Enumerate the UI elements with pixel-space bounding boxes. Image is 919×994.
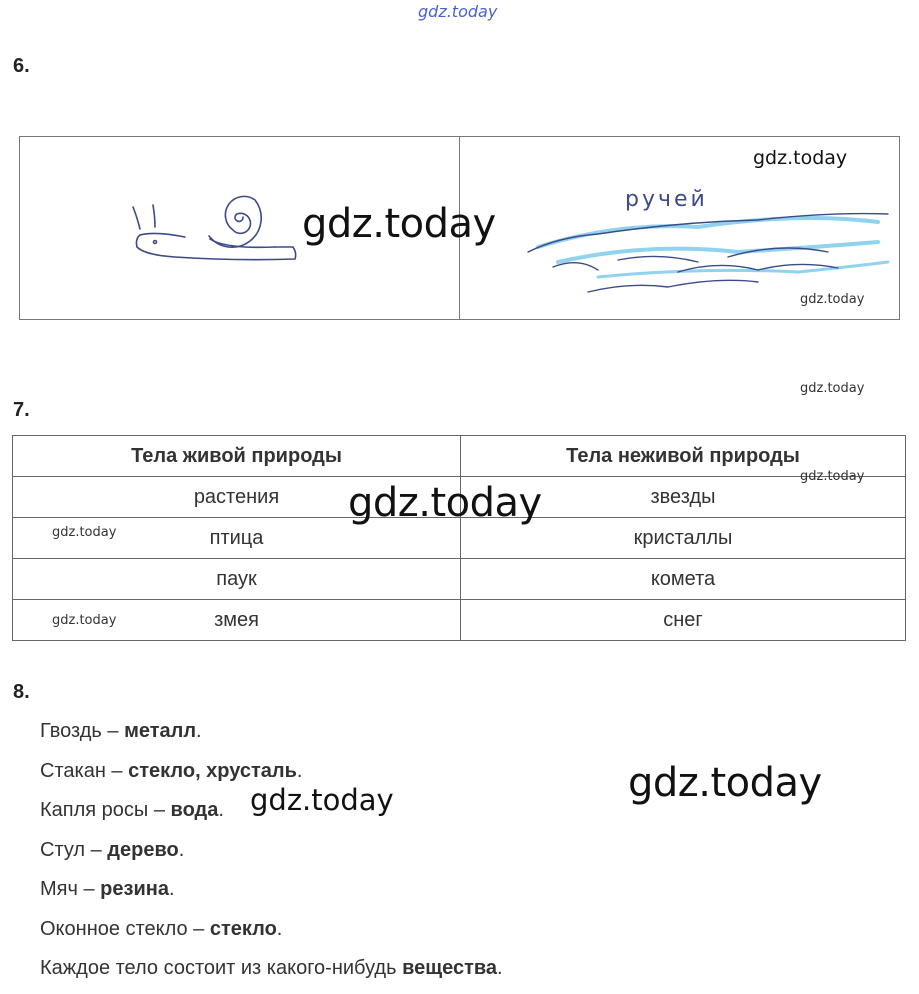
watermark-large-2: gdz.today <box>348 480 542 526</box>
line-answer: вода <box>170 799 219 821</box>
line-end: . <box>276 917 283 940</box>
line-end: . <box>497 957 503 979</box>
watermark-medium: gdz.today <box>250 783 394 817</box>
watermark-small-4: gdz.today <box>52 613 117 628</box>
answer-line <box>40 717 503 757</box>
line-end: . <box>178 838 185 861</box>
task-7-number: 7. <box>13 399 30 421</box>
line-answer: стекло <box>209 917 277 940</box>
line-answer: резина <box>100 878 169 900</box>
task-8-number: 8. <box>13 681 30 703</box>
header-nonliving: Тела неживой природы <box>461 436 906 477</box>
cell-nonliving: снег <box>461 600 906 641</box>
answer-line <box>40 875 503 915</box>
line-end: . <box>196 720 202 742</box>
watermark-small-2: gdz.today <box>800 469 865 484</box>
cell-living: паук <box>13 559 461 600</box>
stream-label: ручей <box>625 187 708 212</box>
watermark-top: gdz.today <box>418 2 498 21</box>
answer-line <box>40 915 503 955</box>
table-row <box>13 600 906 641</box>
cell-nonliving: звезды <box>461 477 906 518</box>
watermark-small-3: gdz.today <box>52 525 117 540</box>
task-6-number: 6. <box>13 55 30 77</box>
watermark-box-bottom: gdz.today <box>800 292 865 307</box>
line-answer: дерево <box>107 838 179 861</box>
line-end: . <box>218 799 224 821</box>
line-end: . <box>168 878 175 900</box>
line-answer: стекло, хрусталь <box>128 759 297 782</box>
line-text: Гвоздь – <box>40 720 125 742</box>
line-text: Оконное стекло – <box>40 917 210 940</box>
nature-bodies-table <box>12 435 906 641</box>
table-header-row <box>13 436 906 477</box>
snail-drawing <box>115 177 315 277</box>
cell-nonliving: кристаллы <box>461 518 906 559</box>
line-answer: вещества <box>402 957 498 979</box>
line-end: . <box>296 759 303 782</box>
task-8-lines <box>40 717 503 994</box>
line-answer: металл <box>124 720 197 742</box>
cell-nonliving: комета <box>461 559 906 600</box>
watermark-small-1: gdz.today <box>800 381 865 396</box>
table-row <box>13 559 906 600</box>
cell-living: змея <box>13 600 461 641</box>
drawing-box <box>19 136 900 320</box>
line-text: Каждое тело состоит из какого-нибудь <box>40 957 403 979</box>
header-living: Тела живой природы <box>13 436 461 477</box>
cell-living: растения <box>13 477 461 518</box>
answer-line <box>40 836 503 876</box>
watermark-large-3: gdz.today <box>628 760 822 806</box>
answer-line <box>40 954 503 994</box>
line-text: Стакан – <box>40 759 129 782</box>
watermark-large-1: gdz.today <box>302 201 496 247</box>
line-text: Капля росы – <box>40 799 171 821</box>
cell-living: птица <box>13 518 461 559</box>
line-text: Стул – <box>40 838 108 861</box>
line-text: Мяч – <box>40 878 101 900</box>
watermark-box-top: gdz.today <box>753 147 848 169</box>
